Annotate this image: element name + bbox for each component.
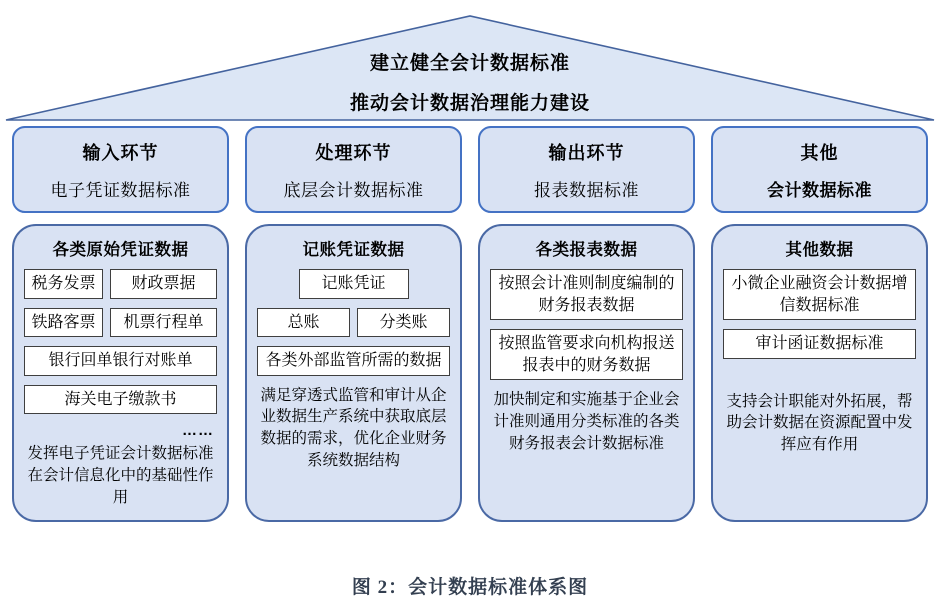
panel-original-voucher-data: [12, 224, 229, 522]
figure-caption: 图 2：会计数据标准体系图: [351, 577, 589, 598]
panel-report-data: [478, 224, 695, 522]
item-box: 总账: [257, 308, 350, 338]
header-subtitle: 电子凭证数据标准: [50, 181, 191, 200]
panel-note: 满足穿透式监管和审计从企业数据生产系统中获取底层数据的需求，优化企业财务系统数据结构: [260, 386, 447, 469]
panel-title: 各类报表数据: [535, 241, 638, 259]
panel-note: 加快制定和实施基于企业会计准则通用分类标准的各类财务报表会计数据标准: [493, 391, 680, 452]
header-title: 输出环节: [548, 143, 625, 163]
panel-journal-voucher-data: [245, 224, 462, 522]
panel-title: 记账凭证数据: [302, 241, 405, 259]
item-box: 铁路客票: [24, 308, 103, 338]
header-processing-stage: [245, 126, 462, 213]
roof-title-line1: 建立健全会计数据标准: [369, 53, 570, 74]
item-box: 按照监管要求向机构报送报表中的财务数据: [490, 329, 683, 380]
header-title: 其他: [800, 143, 839, 163]
panel-row: [0, 224, 940, 522]
header-other: [711, 126, 928, 213]
roof-title: [0, 44, 940, 124]
item-pair-row: [24, 269, 217, 308]
item-pair-row: [24, 308, 217, 347]
panel-title: 其他数据: [785, 241, 854, 259]
header-row: [0, 126, 940, 213]
item-box: 银行回单银行对账单: [24, 346, 217, 376]
panel-other-data: [711, 224, 928, 522]
roof-banner: [0, 0, 940, 122]
item-box: 审计函证数据标准: [723, 329, 916, 359]
header-subtitle: 报表数据标准: [534, 181, 639, 200]
header-title: 处理环节: [315, 143, 392, 163]
header-title: 输入环节: [82, 143, 159, 163]
panel-title: 各类原始凭证数据: [52, 241, 189, 259]
item-box: 记账凭证: [299, 269, 409, 299]
roof-title-line2: 推动会计数据治理能力建设: [349, 93, 590, 114]
item-box: 机票行程单: [110, 308, 217, 338]
item-box: 按照会计准则制度编制的财务报表数据: [490, 269, 683, 320]
header-subtitle: 会计数据标准: [767, 181, 872, 200]
item-pair-row: [257, 308, 450, 347]
item-box: 税务发票: [24, 269, 103, 299]
panel-note: 发挥电子凭证会计数据标准在会计信息化中的基础性作用: [27, 445, 214, 506]
header-output-stage: [478, 126, 695, 213]
item-box: 分类账: [357, 308, 450, 338]
item-box: 海关电子缴款书: [24, 385, 217, 415]
panel-note: 支持会计职能对外拓展，帮助会计数据在资源配置中发挥应有作用: [726, 392, 913, 454]
item-box: 财政票据: [110, 269, 217, 299]
item-box: 各类外部监管所需的数据: [257, 346, 450, 376]
header-input-stage: [12, 126, 229, 213]
ellipsis-dots: ……: [182, 422, 214, 440]
item-box: 小微企业融资会计数据增信数据标准: [723, 269, 916, 320]
header-subtitle: 底层会计数据标准: [283, 181, 424, 200]
